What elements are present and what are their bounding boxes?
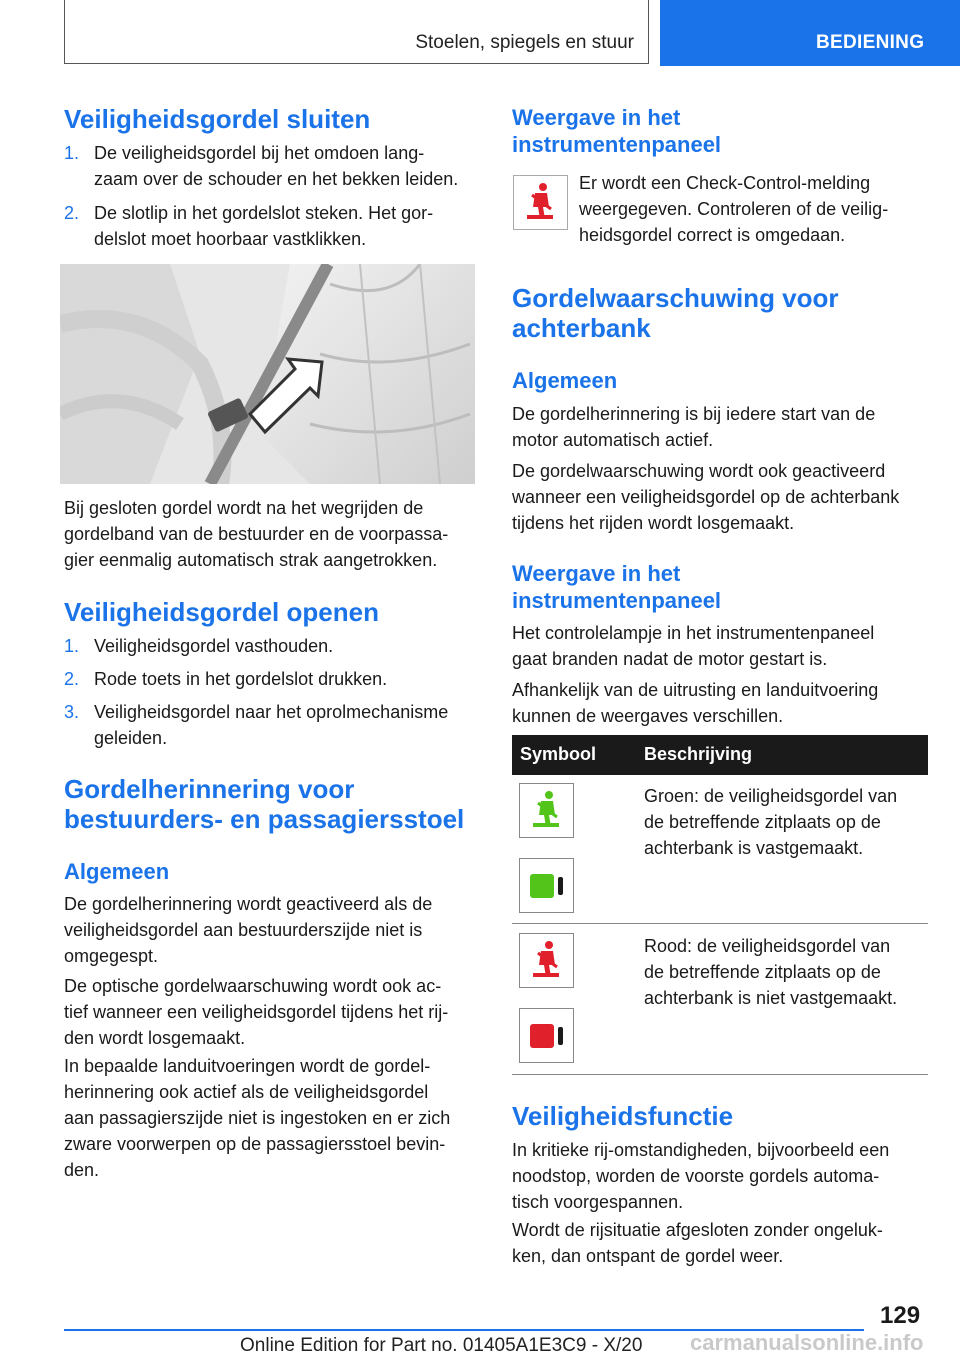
paragraph: Het controlelampje in het instrumentenpaneel gaat branden nadat de motor gestart is. bbox=[512, 623, 875, 669]
page-number: 129 bbox=[880, 1302, 921, 1329]
table-header-symbol: Symbool bbox=[520, 744, 597, 764]
heading-openen: Veiligheidsgordel openen bbox=[64, 597, 379, 627]
seatbelt-red-icon bbox=[519, 933, 574, 988]
heading-achterbank: Gordelwaarschuwing voor achterbank bbox=[512, 283, 839, 343]
heading-sluiten: Veiligheidsgordel sluiten bbox=[64, 104, 371, 134]
paragraph: Wordt de rijsituatie afgesloten zonder ongeluk- ken, dan ontspant de gordel weer. bbox=[512, 1220, 883, 1266]
heading-algemeen-left: Algemeen bbox=[64, 859, 170, 884]
table-cell-description: Groen: de veiligheidsgordel van de betreffende zitplaats op de achterbank is vastgemaakt. bbox=[644, 786, 898, 858]
table-cell-description: Rood: de veiligheidsgordel van de betreffende zitplaats op de achterbank is niet vastgemaakt. bbox=[644, 936, 898, 1008]
header-section-title: Stoelen, spiegels en stuur bbox=[415, 32, 634, 53]
paragraph: In kritieke rij-omstandigheden, bijvoorbeeld een noodstop, worden de voorste gordels automa- tisch voorgespannen. bbox=[512, 1140, 890, 1212]
paragraph: De gordelherinnering is bij iedere start van de motor automatisch actief. bbox=[512, 404, 876, 450]
paragraph-weergave: Er wordt een Check-Control-melding weergegeven. Controleren of de veilig- heidsgordel correct is omgedaan. bbox=[579, 173, 889, 245]
heading-gordelherinnering: Gordelherinnering voor bestuurders- en passagiersstoel bbox=[64, 774, 465, 834]
watermark-text: carmanualsonline.info bbox=[690, 1330, 924, 1355]
paragraph: De gordelwaarschuwing wordt ook geactiveerd wanneer een veiligheidsgordel op de achterbank tijdens het rijden wordt losgemaakt. bbox=[512, 461, 900, 533]
paragraph: De optische gordelwaarschuwing wordt ook ac- tief wanneer een veiligheidsgordel tijdens het rij- den wordt losgemaakt. bbox=[64, 976, 449, 1048]
table-header-description: Beschrijving bbox=[644, 744, 753, 764]
seatbelt-buckle-photo bbox=[60, 264, 475, 484]
footer-edition: Online Edition for Part no. 01405A1E3C9 - X/20 bbox=[240, 1335, 643, 1356]
step-number: 2. bbox=[64, 203, 80, 223]
page-header bbox=[0, 0, 960, 66]
seatbelt-green-icon bbox=[519, 783, 574, 838]
header-chapter-label: BEDIENING bbox=[816, 32, 925, 53]
paragraph: Afhankelijk van de uitrusting en landuitvoering kunnen de weergaves verschillen. bbox=[512, 680, 879, 726]
header-section-box bbox=[64, 0, 649, 64]
heading-veiligheidsfunctie: Veiligheidsfunctie bbox=[512, 1101, 734, 1131]
heading-weergave: Weergave in het instrumentenpaneel bbox=[512, 105, 722, 157]
step-text: De slotlip in het gordelslot steken. Het gor- delslot moet hoorbaar vastklikken. bbox=[94, 203, 434, 249]
seat-indicator-green-icon bbox=[519, 858, 574, 913]
heading-weergave-2: Weergave in het instrumentenpaneel bbox=[512, 561, 722, 613]
step-number: 1. bbox=[64, 143, 80, 163]
header-chapter-tab bbox=[660, 0, 960, 66]
paragraph: De gordelherinnering wordt geactiveerd als de veiligheidsgordel aan bestuurderszijde niet is omgegespt. bbox=[64, 894, 433, 966]
table-row-divider bbox=[512, 923, 928, 924]
table-bottom-divider bbox=[512, 1074, 928, 1075]
paragraph: In bepaalde landuitvoeringen wordt de gordel- herinnering ook actief als de veiligheidsgordel aan passagierszijde niet is ingestoken en er zich zware voorwerpen op de passagiersstoel bevin- den. bbox=[64, 1056, 451, 1180]
symbol-table-header bbox=[512, 735, 928, 775]
paragraph-after-photo: Bij gesloten gordel wordt na het wegrijden de gordelband van de bestuurder en de voorpassa- gier eenmalig automatisch strak aangetrokken. bbox=[64, 498, 449, 570]
heading-algemeen-right: Algemeen bbox=[512, 368, 618, 393]
step-text: De veiligheidsgordel bij het omdoen lang- zaam over de schouder en het bekken leiden. bbox=[94, 143, 459, 189]
seatbelt-warning-icon bbox=[513, 175, 568, 230]
seat-indicator-red-icon bbox=[519, 1008, 574, 1063]
